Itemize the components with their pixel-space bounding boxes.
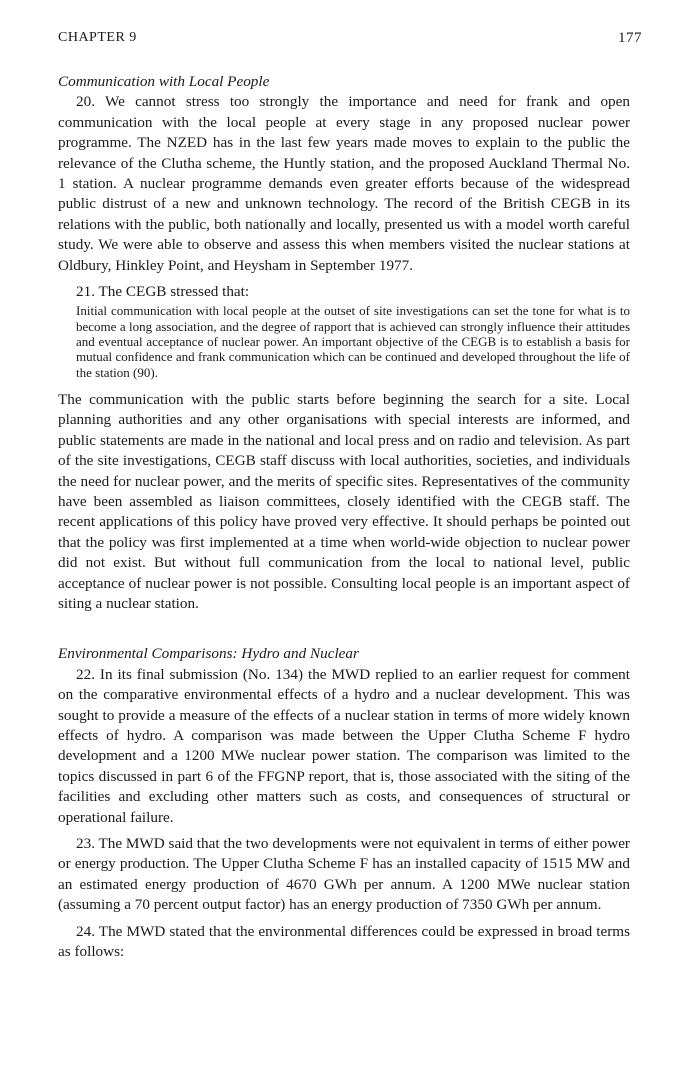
page-body xyxy=(58,72,630,963)
paragraph-22: 22. In its final submission (No. 134) the MWD replied to an earlier request for comment on the comparative environmental effects of a hydro and a nuclear development. This was sought to provide a measure of the effects of a nuclear station in terms of more widely known effects of hydro. A comparison was made between the Upper Clutha Scheme F hydro development and a 1200 MWe nuclear power station. The comparison was limited to the topics discussed in part 6 of the FFGNP report, that is, those associated with the siting of the facilities and excluding other matters such as costs, and consequences of structural or operational failure. xyxy=(58,665,630,826)
page-number: 177 xyxy=(618,30,642,46)
section-heading-environmental: Environmental Comparisons: Hydro and Nuclear xyxy=(58,645,359,663)
paragraph-21: 21. The CEGB stressed that: xyxy=(76,283,250,301)
paragraph-continuation: The communication with the public starts before beginning the search for a site. Local planning authorities and any other organisations with special interests are informed, and public statements are made in the national and local press and on radio and television. As part of the site investigations, CEGB staff discuss with local authorities, societies, and individuals the need for nuclear power, and the merits of specific sites. Representatives of the community have been assembled as liaison committees, closely identified with the CEGB staff. The recent applications of this policy have proved very effective. It should perhaps be pointed out that the policy was first implemented at a time when world-wide objection to nuclear power did not exist. But without full communication from the local to national level, public acceptance of nuclear power is not possible. Consulting local people is an important aspect of siting a nuclear station. xyxy=(58,390,630,613)
section-heading-communication: Communication with Local People xyxy=(58,73,270,90)
paragraph-20: 20. We cannot stress too strongly the importance and need for frank and open communication with the local people at every stage in any proposed nuclear power programme. The NZED has in the last few years made moves to explain to the public the relevance of the Clutha scheme, the Huntly station, and the proposed Auckland Thermal No. 1 station. A nuclear programme demands even greater efforts because of the widespread public distrust of a new and unknown technology. The record of the British CEGB in its relations with the public, both nationally and locally, presented us with a model worth careful study. We were able to observe and assess this when members visited the nuclear stations at Oldbury, Hinkley Point, and Heysham in September 1977. xyxy=(58,93,630,274)
paragraph-24: 24. The MWD stated that the environmental differences could be expressed in broad terms as follows: xyxy=(58,922,630,961)
block-quote: Initial communication with local people at the outset of site investigations can set the tone for what is to become a long association, and the degree of rapport that is achieved can strongly influence their attitudes and eventual acceptance of nuclear power. An important objective of the CEGB is to establish a basis for mutual confidence and frank communication which can be continued and developed throughout the life of the station (90). xyxy=(76,303,630,380)
paragraph-23: 23. The MWD said that the two developments were not equivalent in terms of either power or energy production. The Upper Clutha Scheme F has an installed capacity of 1515 MW and an estimated energy production of 4670 GWh per annum. A 1200 MWe nuclear station (assuming a 70 percent output factor) has an energy production of 7350 GWh per annum. xyxy=(58,835,630,914)
chapter-label: CHAPTER 9 xyxy=(58,30,137,45)
page-header xyxy=(58,30,642,47)
